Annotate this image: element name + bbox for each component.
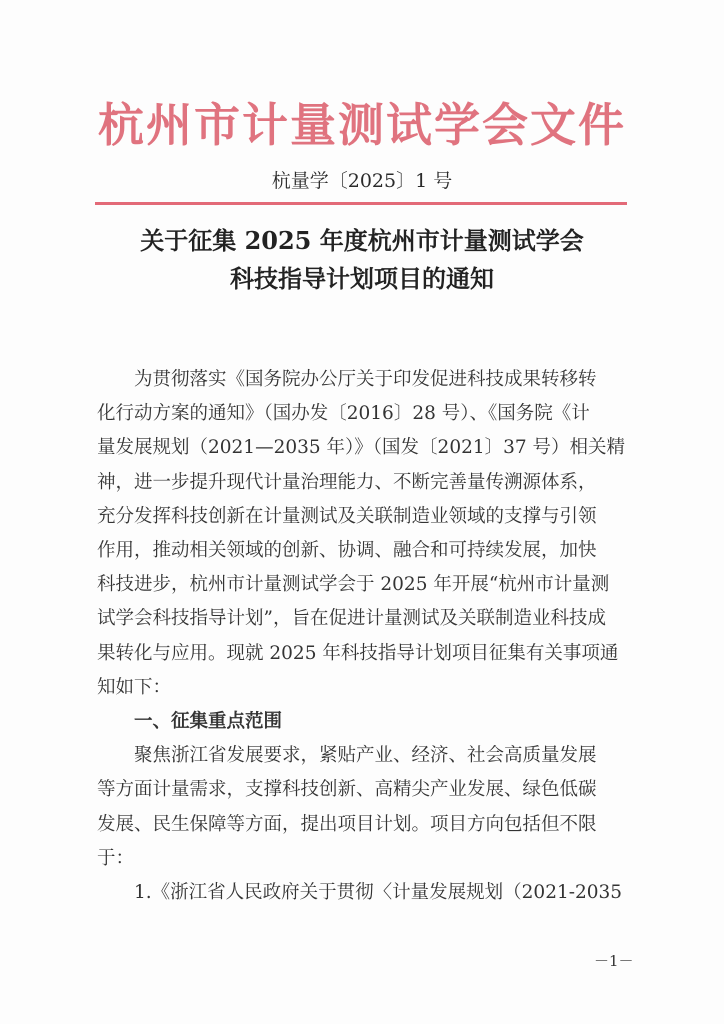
paragraph-scope xyxy=(97,739,630,876)
page-number: －1－ xyxy=(594,952,634,970)
notice-title-line-2: 科技指导计划项目的通知 xyxy=(230,264,494,293)
body-line: 等方面计量需求，支撑科技创新、高精尖产业发展、绿色低碳 xyxy=(97,779,597,801)
body-line: 果转化与应用。现就 2025 年科技指导计划项目征集有关事项通 xyxy=(97,642,619,664)
notice-title xyxy=(0,222,724,298)
body-line: 量发展规划（2021—2035 年）》（国发〔2021〕37 号）相关精 xyxy=(97,437,626,459)
body-line: 作用，推动相关领域的创新、协调、融合和可持续发展，加快 xyxy=(97,540,597,562)
body-line: 于： xyxy=(97,847,135,869)
document-number: 杭量学〔2025〕1 号 xyxy=(271,170,453,192)
list-item-1 xyxy=(97,876,630,910)
section-heading-1 xyxy=(97,705,630,739)
red-divider-line xyxy=(95,202,627,205)
paragraph-intro xyxy=(97,363,630,705)
body-line: 为贯彻落实《国务院办公厅关于印发促进科技成果转移转 xyxy=(134,369,597,390)
body-line: 神，进一步提升现代计量治理能力、不断完善量传溯源体系， xyxy=(97,471,597,493)
org-header-title: 杭州市计量测试学会文件 xyxy=(98,98,626,152)
body-line: 聚焦浙江省发展要求，紧贴产业、经济、社会高质量发展 xyxy=(134,745,597,767)
body-line: 科技进步，杭州市计量测试学会于 2025 年开展“杭州市计量测 xyxy=(97,574,610,596)
body-line: 知如下： xyxy=(97,676,172,698)
body-line: 发展、民生保障等方面，提出项目计划。项目方向包括但不限 xyxy=(97,813,597,835)
body-line: 充分发挥科技创新在计量测试及关联制造业领域的支撑与引领 xyxy=(97,505,597,527)
list-item-text: 1.《浙江省人民政府关于贯彻〈计量发展规划（2021-2035 xyxy=(134,882,623,904)
notice-title-line-1: 关于征集 2025 年度杭州市计量测试学会 xyxy=(140,226,584,255)
body-line: 化行动方案的通知》（国办发〔2016〕28 号）、《国务院《计 xyxy=(97,403,590,425)
document-body xyxy=(97,363,630,910)
body-line: 试学会科技指导计划”，旨在促进计量测试及关联制造业科技成 xyxy=(97,608,606,630)
section-heading-text: 一、征集重点范围 xyxy=(134,711,283,733)
